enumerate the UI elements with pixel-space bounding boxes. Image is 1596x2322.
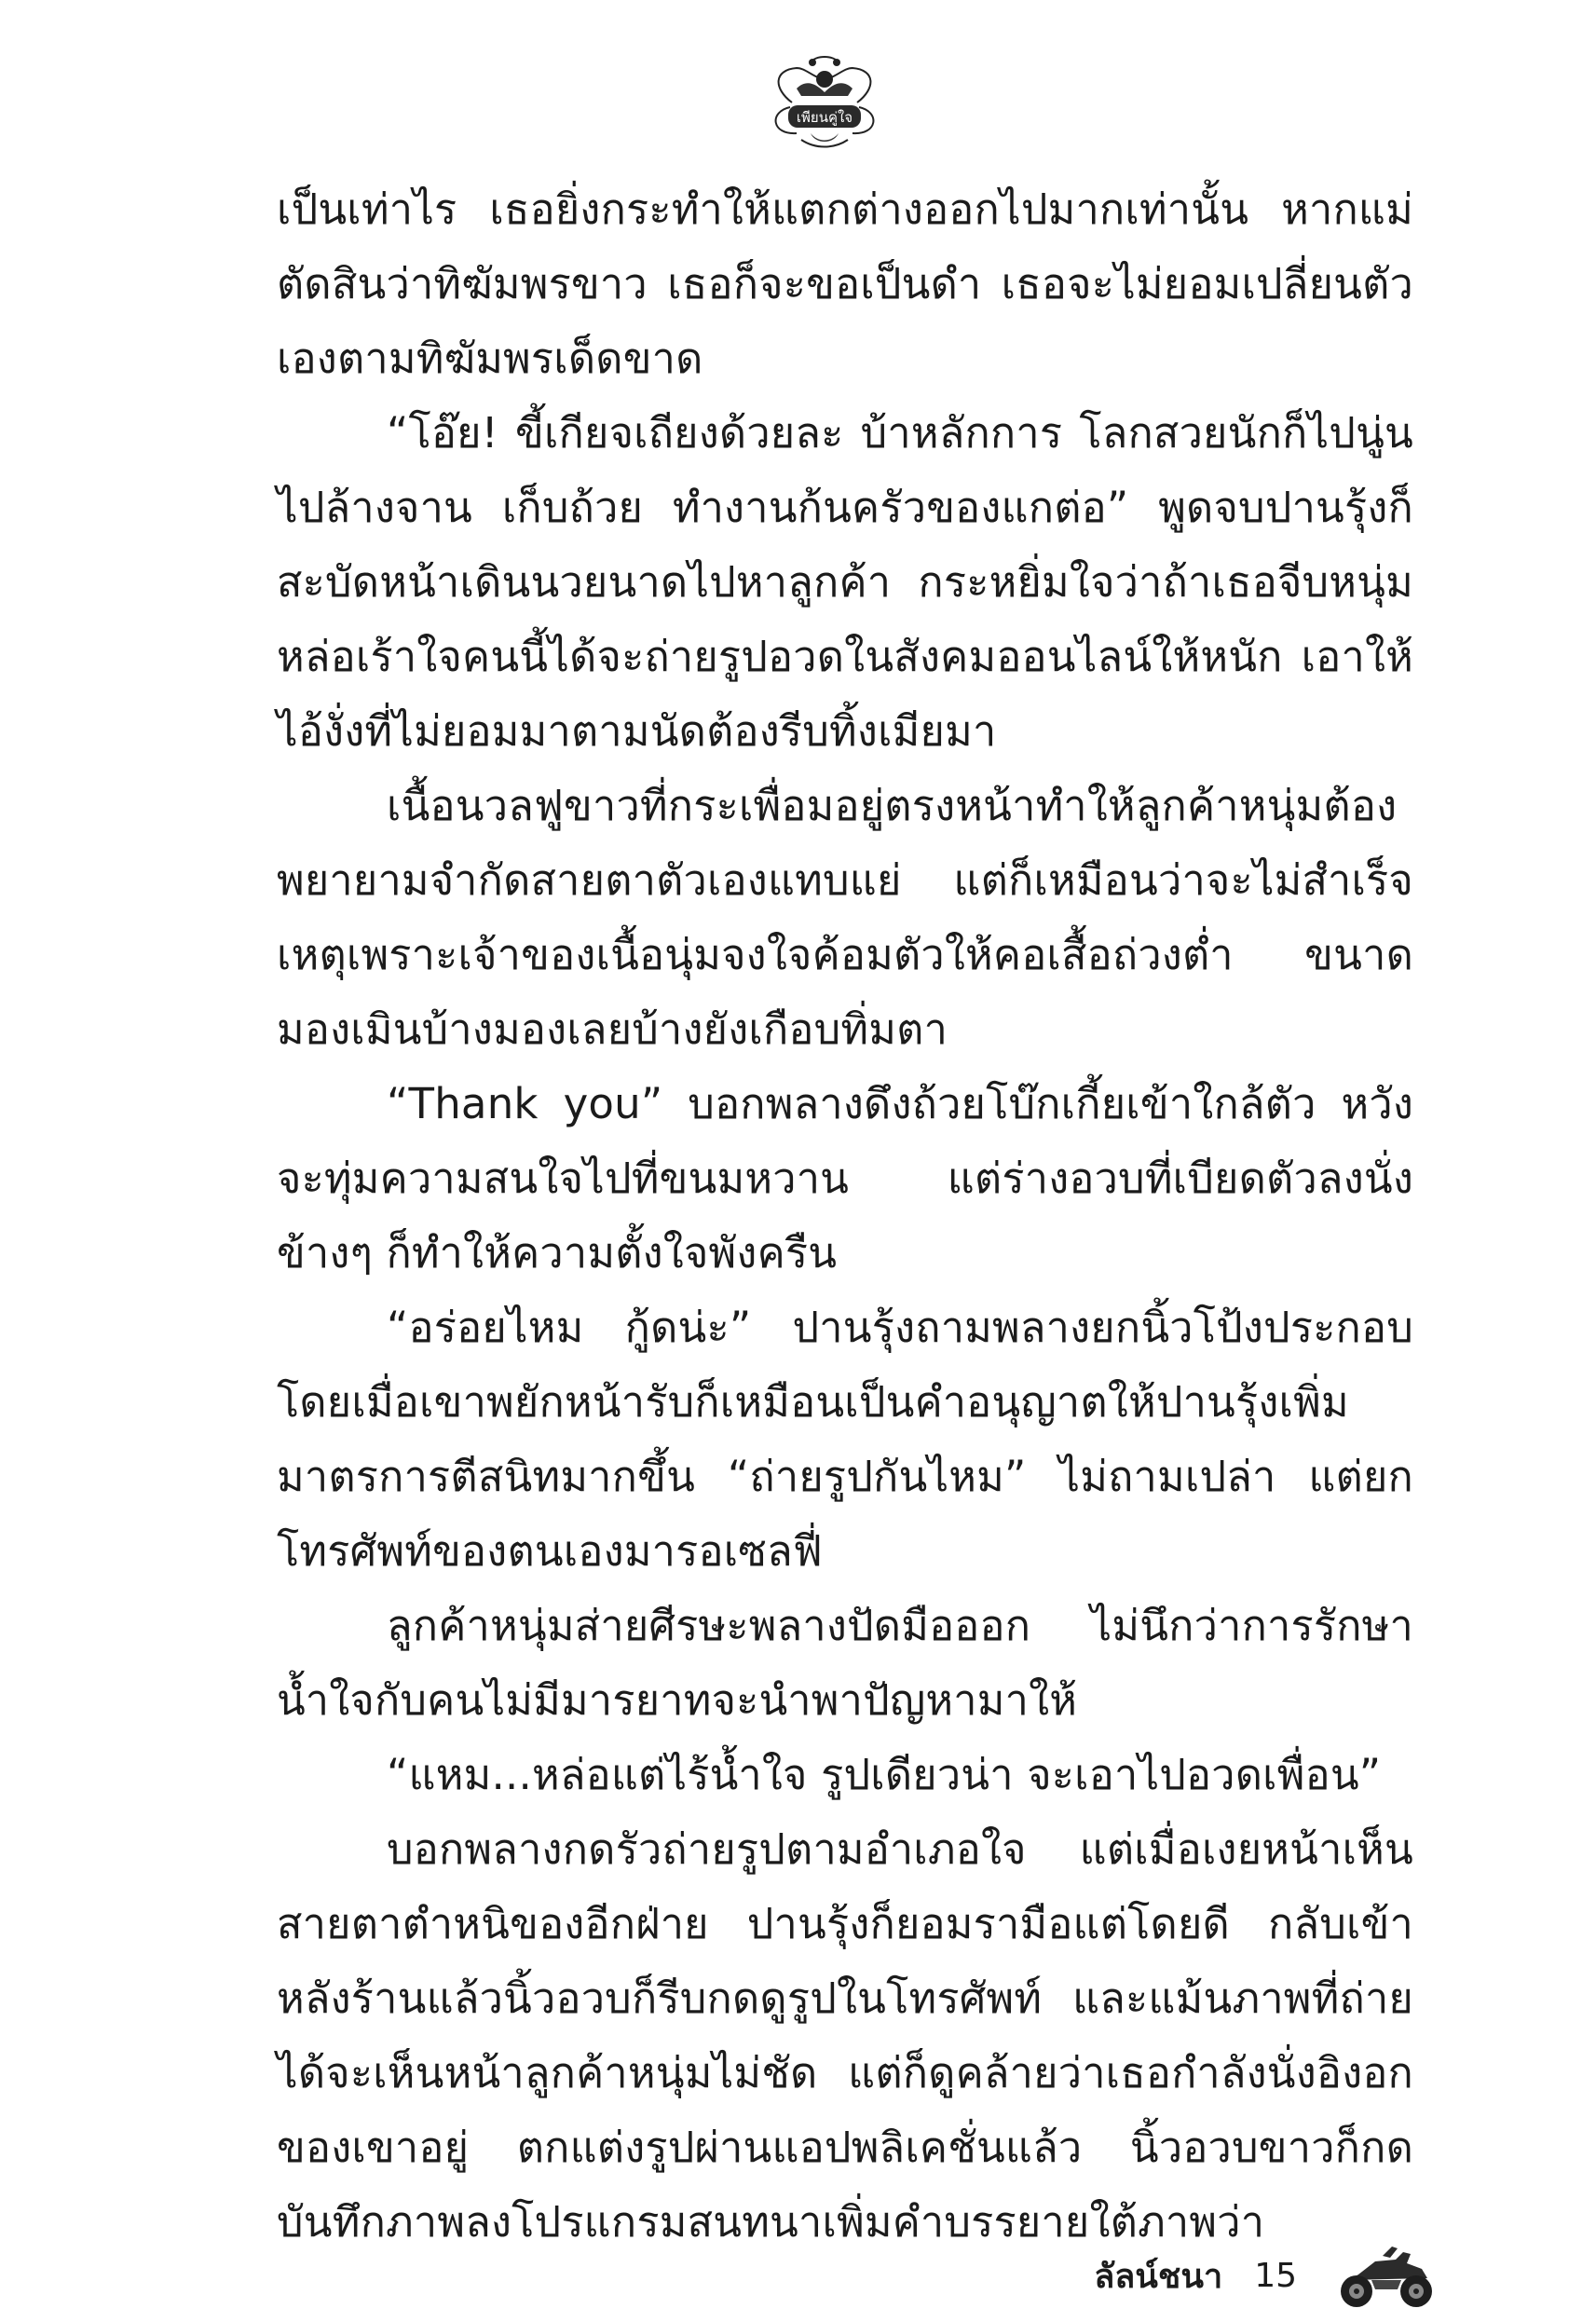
paragraph: ลูกค้าหนุ่มส่ายศีรษะพลางปัดมือออก ไม่นึกว่าการรักษาน้ำใจกับคนไม่มีมารยาทจะนำพาปัญหามาให้ — [277, 1601, 1413, 1725]
book-title: ลัลน์ชนา — [1094, 2257, 1223, 2296]
paragraph: “อร่อยไหม กู้ดน่ะ” ปานรุ้งถามพลางยกนิ้วโป้งประกอบ โดยเมื่อเขาพยักหน้ารับก็เหมือนเป็นคำอนุญาตให้ปานรุ้งเพิ่มมาตรการตีสนิทมากขึ้น “ถ่ายรูปกันไหม” ไม่ถามเปล่า แต่ยกโทรศัพท์ของตนเองมารอเซลฟี่ — [277, 1303, 1413, 1576]
page-footer — [1094, 2229, 1442, 2322]
paragraph: “โอ๊ย! ขี้เกียจเถียงด้วยละ บ้าหลักการ โลกสวยนักก็ไปนู่นไปล้างจาน เก็บถ้วย ทำงานก้นครัวของแกต่อ” พูดจบปานรุ้งก็สะบัดหน้าเดินนวยนาดไปหาลูกค้า กระหยิ่มใจว่าถ้าเธอจีบหนุ่มหล่อเร้าใจคนนี้ได้จะถ่ายรูปอวดในสังคมออนไลน์ให้หนัก เอาให้ไอ้งั่งที่ไม่ยอมมาตามนัดต้องรีบทิ้งเมียมา — [277, 408, 1413, 756]
body-text — [277, 172, 1413, 2247]
ornamental-emblem-icon — [755, 51, 894, 154]
paragraph: “แหม...หล่อแต่ไร้น้ำใจ รูปเดียวน่า จะเอาไปอวดเพื่อน” — [387, 1750, 1382, 1799]
paragraph: “Thank you” บอกพลางดึงถ้วยโบ๊กเกี้ยเข้าใกล้ตัว หวังจะทุ่มความสนใจไปที่ขนมหวาน แต่ร่างอวบที่เบียดตัวลงนั่งข้างๆ ก็ทำให้ความตั้งใจพังครืน — [277, 1079, 1413, 1277]
atv-quad-bike-icon — [1330, 2239, 1442, 2312]
logo-text: เพียนคู่ใจ — [796, 109, 853, 126]
paragraph: เป็นเท่าไร เธอยิ่งกระทำให้แตกต่างออกไปมากเท่านั้น หากแม่ตัดสินว่าทิฆัมพรขาว เธอก็จะขอเป็นดำ เธอจะไม่ยอมเปลี่ยนตัวเองตามทิฆัมพรเด็ดขาด — [277, 184, 1413, 383]
paragraph: เนื้อนวลฟูขาวที่กระเพื่อมอยู่ตรงหน้าทำให้ลูกค้าหนุ่มต้องพยายามจำกัดสายตาตัวเองแทบแย่ แต่ก็เหมือนว่าจะไม่สำเร็จ เหตุเพราะเจ้าของเนื้อนุ่มจงใจค้อมตัวให้คอเสื้อถ่วงต่ำ ขนาดมองเมินบ้างมองเลยบ้างยังเกือบทิ่มตา — [277, 781, 1413, 1054]
page-number: 15 — [1254, 2256, 1297, 2295]
paragraph: บอกพลางกดรัวถ่ายรูปตามอำเภอใจ แต่เมื่อเงยหน้าเห็นสายตาตำหนิของอีกฝ่าย ปานรุ้งก็ยอมรามือแต่โดยดี กลับเข้าหลังร้านแล้วนิ้วอวบก็รีบกดดูรูปในโทรศัพท์ และแม้นภาพที่ถ่ายได้จะเห็นหน้าลูกค้าหนุ่มไม่ชัด แต่ก็ดูคล้ายว่าเธอกำลังนั่งอิงอกของเขาอยู่ ตกแต่งรูปผ่านแอปพลิเคชั่นแล้ว นิ้วอวบขาวก็กดบันทึกภาพลงโปรแกรมสนทนาเพิ่มคำบรรยายใต้ภาพว่า — [277, 1824, 1413, 2247]
